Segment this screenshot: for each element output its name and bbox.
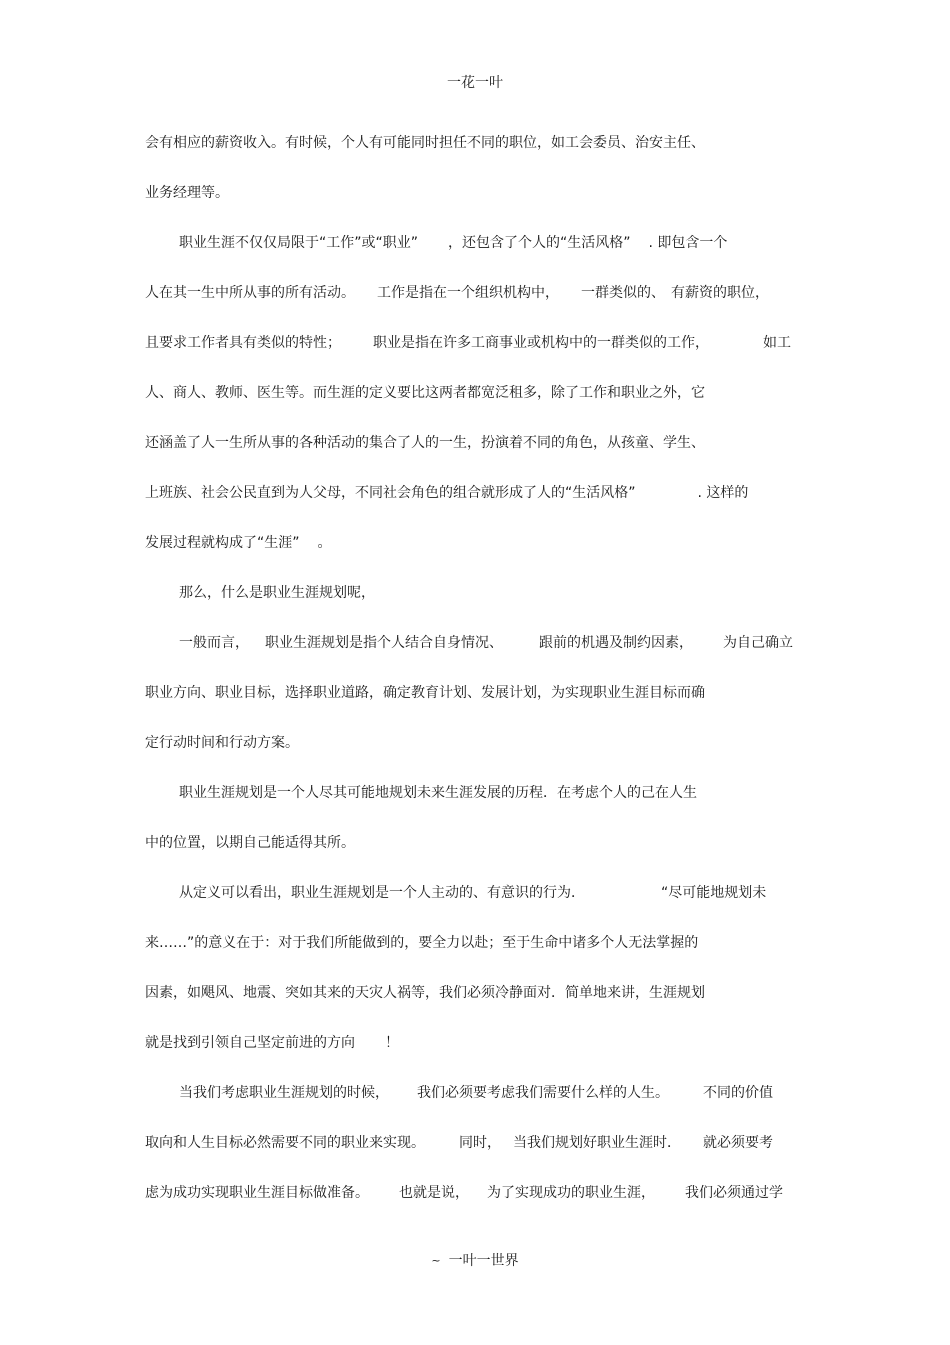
text-segment: 业务经理等。 xyxy=(145,185,229,201)
text-line xyxy=(145,534,332,552)
text-segment: 我们必须通过学 xyxy=(685,1185,783,1201)
text-segment: 发展过程就构成了“生涯” xyxy=(145,535,300,551)
text-line xyxy=(145,184,229,202)
text-segment: 。 xyxy=(317,535,332,551)
text-line xyxy=(179,584,375,602)
text-line xyxy=(145,334,791,352)
text-segment: 因素，如飓风、地震、突如其来的天灾人祸等，我们必须冷静面对．简单地来讲，生涯规划 xyxy=(145,985,705,1001)
text-segment: 从定义可以看出，职业生涯规划是一个人主动的、有意识的行为． xyxy=(179,885,585,901)
text-line xyxy=(145,734,299,752)
text-line xyxy=(179,784,697,802)
text-segment: 人、商人、教师、医生等。而生涯的定义要比这两者都宽泛租多，除了工作和职业之外，它 xyxy=(145,385,705,401)
text-line xyxy=(145,484,748,502)
text-segment: ，还包含了个人的“生活风格” xyxy=(448,235,631,251)
text-line xyxy=(145,984,705,1002)
text-segment: 取向和人生目标必然需要不同的职业来实现。 xyxy=(145,1135,425,1151)
text-segment: 还涵盖了人一生所从事的各种活动的集合了人的一生，扮演着不同的角色，从孩童、学生、 xyxy=(145,435,705,451)
text-segment: 虑为成功实现职业生涯目标做准备。 xyxy=(145,1185,369,1201)
text-segment: 职业生涯不仅仅局限于“工作”或“职业” xyxy=(179,235,419,251)
text-line xyxy=(179,234,727,252)
text-segment: 来……”的意义在于：对于我们所能做到的，要全力以赴；至于生命中诸多个人无法掌握的 xyxy=(145,935,699,951)
text-segment: 中的位置，以期自己能适得其所。 xyxy=(145,835,355,851)
text-segment: 有薪资的职位， xyxy=(671,285,769,301)
text-segment: 就必须要考 xyxy=(703,1135,773,1151)
text-segment: 一般而言， xyxy=(179,635,249,651)
text-segment: 一群类似的、 xyxy=(581,285,665,301)
text-segment: 人在其一生中所从事的所有活动。 xyxy=(145,285,355,301)
text-segment: 同时， xyxy=(459,1135,501,1151)
text-segment: 上班族、社会公民直到为人父母，不同社会角色的组合就形成了人的“生活风格” xyxy=(145,485,636,501)
text-segment: 那么，什么是职业生涯规划呢， xyxy=(179,585,375,601)
text-line xyxy=(145,284,769,302)
text-line xyxy=(145,934,698,952)
text-segment: “尽可能地规划未 xyxy=(661,885,767,901)
page-header: 一花一叶 xyxy=(447,75,503,91)
text-segment: 职业是指在许多工商事业或机构中的一群类似的工作， xyxy=(373,335,709,351)
text-segment: 如工 xyxy=(763,335,791,351)
page-footer xyxy=(0,1250,950,1270)
footer-text: 一叶一世界 xyxy=(448,1253,519,1269)
text-line xyxy=(179,634,793,652)
text-segment: 职业生涯规划是指个人结合自身情况、 xyxy=(265,635,503,651)
text-segment: . 这样的 xyxy=(697,485,749,501)
text-line xyxy=(145,834,355,852)
text-line xyxy=(145,384,705,402)
text-segment: 且要求工作者具有类似的特性； xyxy=(145,335,341,351)
text-segment: 当我们考虑职业生涯规划的时候， xyxy=(179,1085,389,1101)
text-segment: ！ xyxy=(385,1035,399,1051)
text-line xyxy=(179,884,766,902)
text-segment: 会有相应的薪资收入。有时候，个人有可能同时担任不同的职位，如工会委员、治安主任、 xyxy=(145,135,705,151)
text-line xyxy=(145,1134,773,1152)
text-segment: 职业生涯规划是一个人尽其可能地规划未来生涯发展的历程．在考虑个人的己在人生 xyxy=(179,785,697,801)
text-line xyxy=(145,684,705,702)
text-segment: . 即包含一个 xyxy=(648,235,728,251)
text-line xyxy=(145,434,705,452)
text-line xyxy=(179,1084,773,1102)
text-segment: 为了实现成功的职业生涯， xyxy=(487,1185,655,1201)
text-segment: 定行动时间和行动方案。 xyxy=(145,735,299,751)
text-segment: 当我们规划好职业生涯时． xyxy=(513,1135,681,1151)
text-segment: 为自己确立 xyxy=(723,635,793,651)
text-segment: 工作是指在一个组织机构中， xyxy=(377,285,559,301)
text-segment: 也就是说， xyxy=(399,1185,469,1201)
text-line xyxy=(145,134,705,152)
footer-ornament-icon: ~ xyxy=(431,1254,441,1267)
text-segment: 职业方向、职业目标，选择职业道路，确定教育计划、发展计划，为实现职业生涯目标而确 xyxy=(145,685,705,701)
text-segment: 就是找到引领自己坚定前进的方向 xyxy=(145,1035,355,1051)
text-segment: 不同的价值 xyxy=(703,1085,773,1101)
text-line xyxy=(145,1034,399,1052)
text-segment: 跟前的机遇及制约因素， xyxy=(539,635,693,651)
text-segment: 我们必须要考虑我们需要什么样的人生。 xyxy=(417,1085,669,1101)
text-line xyxy=(145,1184,783,1202)
